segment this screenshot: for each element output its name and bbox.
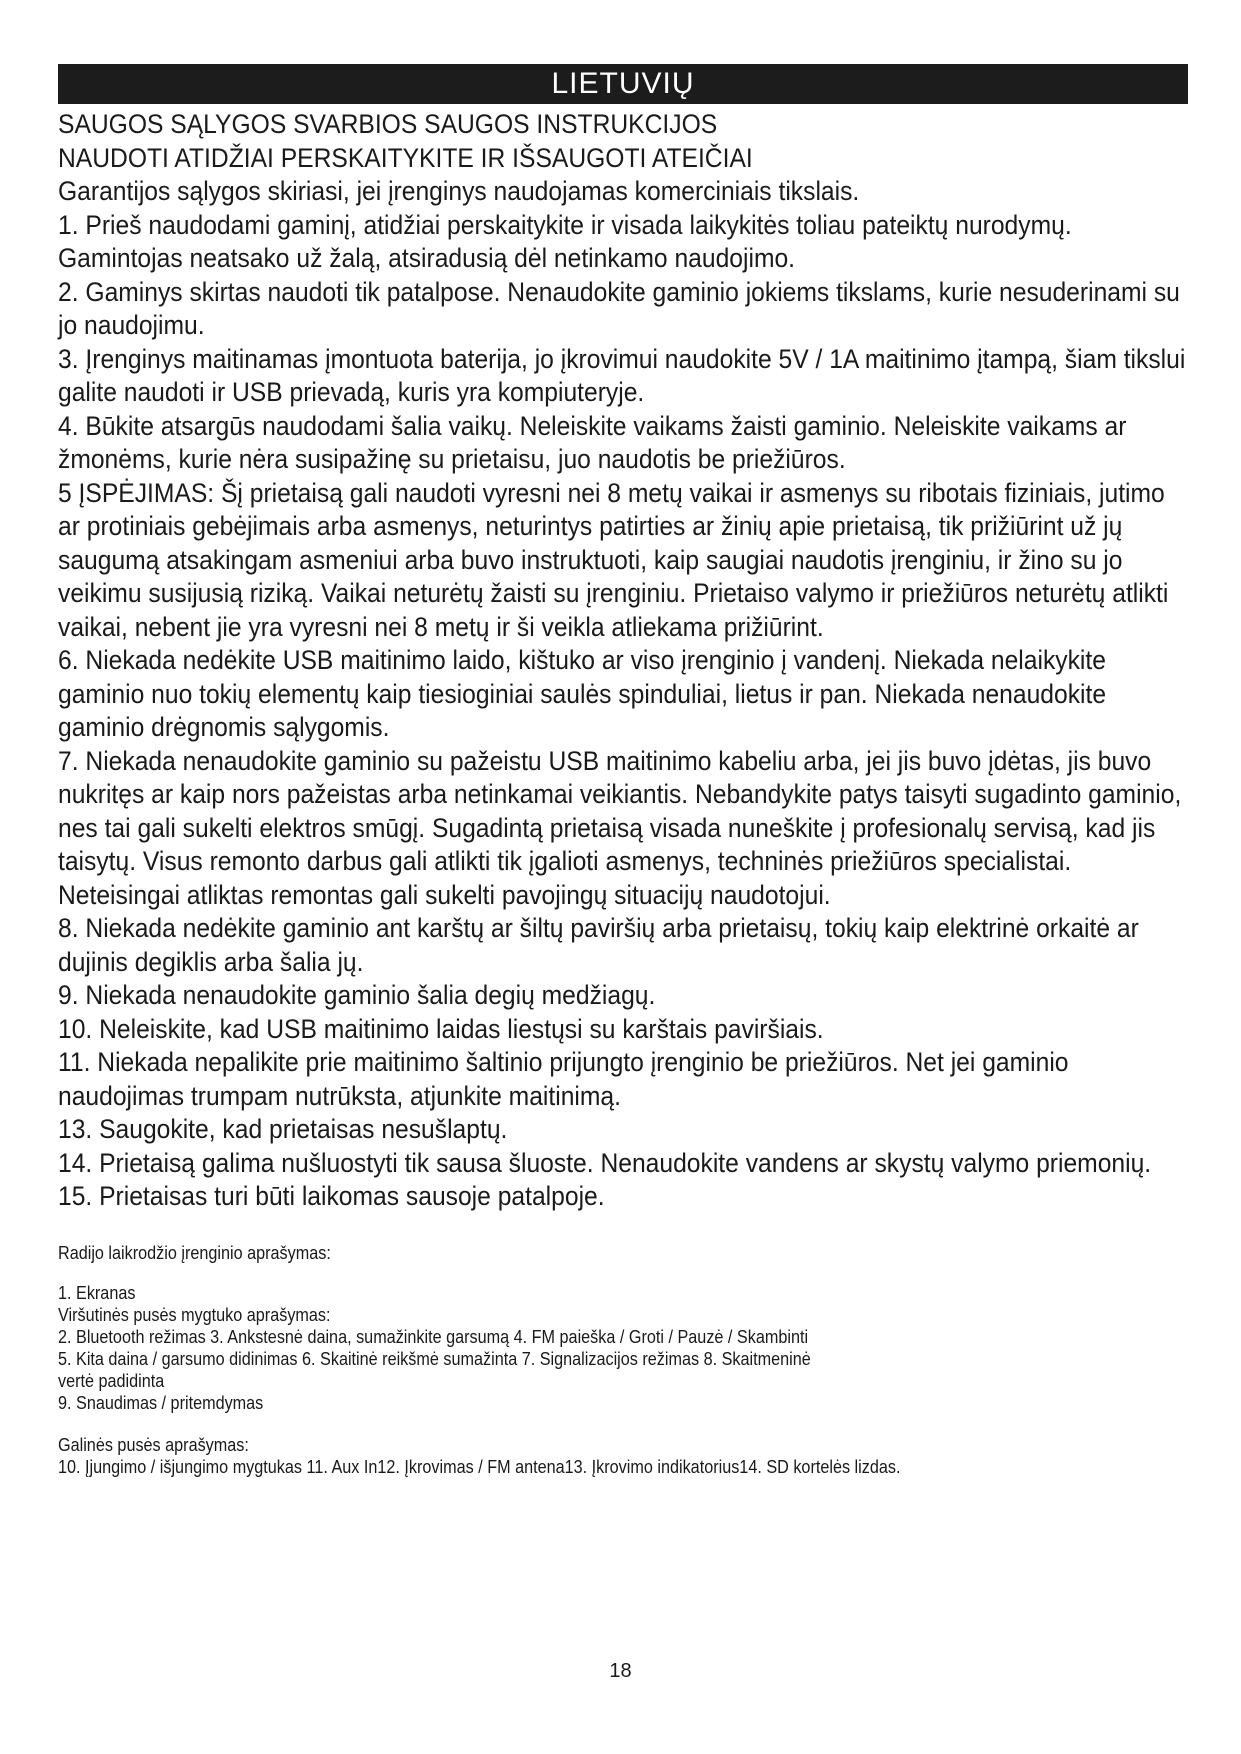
safety-item: 11. Niekada nepalikite prie maitinimo šaltinio prijungto įrenginio be priežiūros. Net jei gaminio naudojimas trumpam nutrūksta, atjunkite maitinimą. (58, 1047, 1069, 1111)
safety-item: 5 ĮSPĖJIMAS: Šį prietaisą gali naudoti vyresni nei 8 metų vaikai ir asmenys su ribotais fiziniais, jutimo ar protiniais gebėjimais arba asmenys, neturintys patirties ar žinių apie prietaisą, tik prižiūrint už jų saugumą atsakingam asmeniui arba buvo instruktuoti, kaip saugiai naudotis įrenginiu, ir žino su jo veikimu susijusią riziką. Vaikai neturėtų žaisti su įrenginiu. Prietaiso valymo ir priežiūros neturėtų atlikti vaikai, nebent jie yra vyresni nei 8 metų ir ši veikla atliekama prižiūrint. (58, 477, 1169, 642)
top-buttons-line: 5. Kita daina / garsumo didinimas 6. Skaitinė reikšmė sumažinta 7. Signalizacijos režimas 8. Skaitmeninė vertė padidinta (58, 1348, 811, 1391)
safety-item: 3. Įrenginys maitinamas įmontuota baterija, jo įkrovimui naudokite 5V / 1A maitinimo įtampą, šiam tikslui galite naudoti ir USB prievadą, kuris yra kompiuteryje. (58, 343, 1186, 407)
safety-item: 10. Neleiskite, kad USB maitinimo laidas liestųsi su karštais paviršiais. (58, 1013, 824, 1044)
device-description (58, 1242, 1138, 1478)
safety-title-1: SAUGOS SĄLYGOS SVARBIOS SAUGOS INSTRUKCIJOS (58, 109, 718, 139)
safety-item: 4. Būkite atsargūs naudodami šalia vaikų. Neleiskite vaikams žaisti gaminio. Neleiskite vaikams ar žmonėms, kurie nėra susipažinę su prietaisu, juo naudotis be priežiūros. (58, 410, 1127, 474)
language-header: LIETUVIŲ (58, 64, 1188, 104)
description-heading: Radijo laikrodžio įrenginio aprašymas: (58, 1242, 331, 1263)
safety-item: 13. Saugokite, kad prietaisas nesušlaptų. (58, 1114, 508, 1144)
safety-item: 1. Prieš naudodami gaminį, atidžiai perskaitykite ir visada laikykitės toliau pateiktų nurodymų. Gamintojas neatsako už žalą, atsiradusią dėl netinkamo naudojimo. (58, 209, 1072, 273)
safety-item: 7. Niekada nenaudokite gaminio su pažeistu USB maitinimo kabeliu arba, jei jis buvo įdėtas, jis buvo nukritęs ar kaip nors pažeistas arba netinkamai veikiantis. Nebandykite patys taisyti sugadinto gaminio, nes tai gali sukelti elektros smūgį. Sugadintą prietaisą visada nuneškite į profesionalų servisą, kad jis taisytų. Visus remonto darbus gali atlikti tik įgalioti asmenys, techninės priežiūros specialistai. Neteisingai atliktas remontas gali sukelti pavojingų situacijų naudotojui. (58, 745, 1182, 910)
safety-title-2: NAUDOTI ATIDŽIAI PERSKAITYKITE IR IŠSAUGOTI ATEIČIAI (58, 142, 753, 173)
page-number: 18 (609, 1660, 632, 1682)
safety-item: 8. Niekada nedėkite gaminio ant karštų ar šiltų paviršių arba prietaisų, tokių kaip elektrinė orkaitė ar dujinis degiklis arba šalia jų. (58, 913, 1139, 977)
warranty-note: Garantijos sąlygos skiriasi, jei įrenginys naudojamas komerciniais tikslais. (58, 176, 860, 206)
safety-item: 2. Gaminys skirtas naudoti tik patalpose. Nenaudokite gaminio jokiems tikslams, kurie nesuderinami su jo naudojimu. (58, 276, 1180, 340)
description-screen: 1. Ekranas (58, 1282, 136, 1303)
safety-item: 9. Niekada nenaudokite gaminio šalia degių medžiagų. (58, 980, 656, 1010)
safety-item: 6. Niekada nedėkite USB maitinimo laido, kištuko ar viso įrenginio į vandenį. Niekada nelaikykite gaminio nuo tokių elementų kaip tiesioginiai saulės spinduliai, lietus ir pan. Niekada nenaudokite gaminio drėgnomis sąlygomis. (58, 645, 1107, 742)
top-buttons-heading: Viršutinės pusės mygtuko aprašymas: (58, 1304, 331, 1325)
back-side-line: 10. Įjungimo / išjungimo mygtukas 11. Aux In12. Įkrovimas / FM antena13. Įkrovimo indikatorius14. SD kortelės lizdas. (58, 1456, 901, 1477)
top-buttons-line: 9. Snaudimas / pritemdymas (58, 1392, 264, 1413)
top-buttons-line: 2. Bluetooth režimas 3. Ankstesnė daina, sumažinkite garsumą 4. FM paieška / Groti / Pauzė / Skambinti (58, 1326, 809, 1347)
safety-item: 14. Prietaisą galima nušluostyti tik sausa šluoste. Nenaudokite vandens ar skystų valymo priemonių. (58, 1147, 1152, 1178)
back-side-heading: Galinės pusės aprašymas: (58, 1434, 249, 1455)
safety-item: 15. Prietaisas turi būti laikomas sausoje patalpoje. (58, 1181, 605, 1211)
safety-instructions (58, 108, 1188, 1214)
document-page (58, 64, 1188, 1478)
